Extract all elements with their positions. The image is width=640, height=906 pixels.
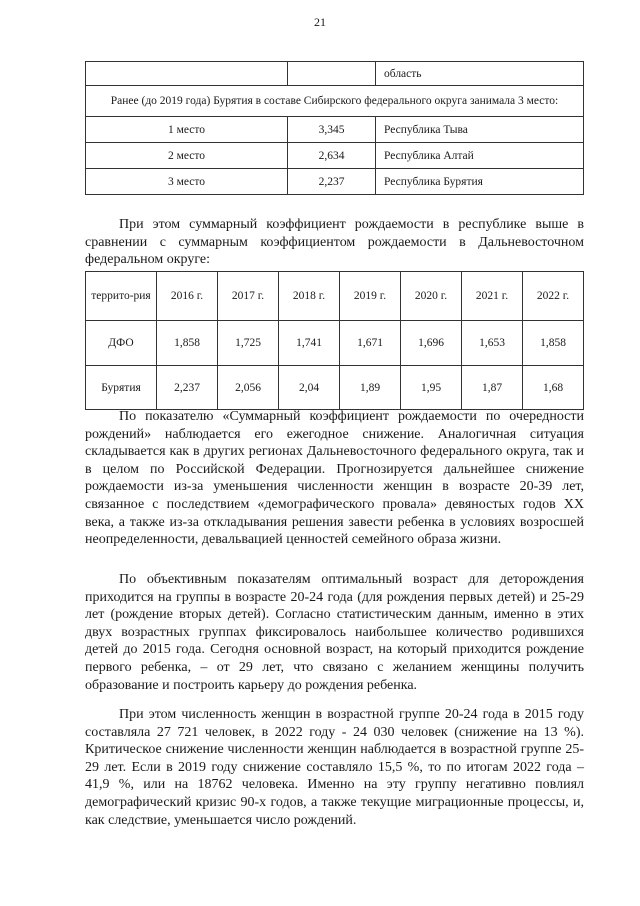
- rank-table: [85, 61, 584, 195]
- fertility-table: [85, 271, 584, 410]
- header-territory: террито-рия: [86, 272, 157, 321]
- header-year: 2018 г.: [279, 272, 340, 321]
- header-year: 2022 г.: [523, 272, 584, 321]
- rank-value: 2,634: [288, 143, 376, 169]
- header-year: 2019 г.: [340, 272, 401, 321]
- table-cell: 1,741: [279, 321, 340, 366]
- paragraph-1: При этом суммарный коэффициент рождаемости в республике выше в сравнении с суммарным коэффициентом рождаемости в Дальневосточном федеральном округе:: [85, 217, 584, 268]
- table-row: [86, 86, 584, 117]
- paragraph-3: По объективным показателям оптимальный возраст для деторождения приходится на группы в возрасте 20-24 года (для рождения первых детей) и 25-29 лет (рождение вторых детей). Согласно статистическим данным, именно в этих двух возрастных группах фиксировалось наибольшее количество родившихся детей до 2015 года. Сегодня основной возраст, на который приходится рождение первого ребенка, – от 29 лет, что связано с желанием женщины получить образование и построить карьеру до рождения ребенка.: [85, 572, 584, 693]
- table-cell: 2,04: [279, 366, 340, 410]
- table-cell: 1,89: [340, 366, 401, 410]
- header-year: 2016 г.: [157, 272, 218, 321]
- table-cell: 1,653: [462, 321, 523, 366]
- table-row: [86, 62, 584, 86]
- table-cell: 1,858: [523, 321, 584, 366]
- header-year: 2021 г.: [462, 272, 523, 321]
- row-name: Бурятия: [86, 366, 157, 410]
- rank-value: 3,345: [288, 117, 376, 143]
- table-row: [86, 321, 584, 366]
- table-row: [86, 143, 584, 169]
- table-cell: 1,671: [340, 321, 401, 366]
- page-number: 21: [314, 15, 326, 29]
- table-header-row: [86, 272, 584, 321]
- paragraph-2: По показателю «Суммарный коэффициент рождаемости по очередности рождений» наблюдается его ежегодное снижение. Аналогичная ситуация складывается как в других регионах Дальневосточного федерального округа, так и в целом по Российской Федерации. Прогнозируется дальнейшее снижение рождаемости из-за уменьшения численности женщин в возрасте 20-39 лет, связанное с последствием «демографического провала» девяностых годов XX века, а также из-за откладывания решения завести ребенка в условиях возросшей неопределенности, девальвацией ценностей семейного образа жизни.: [85, 409, 584, 548]
- header-year: 2020 г.: [401, 272, 462, 321]
- paragraph-4: При этом численность женщин в возрастной группе 20-24 года в 2015 году составляла 27 721 человек, в 2022 году - 24 030 человек (снижение на 13 %). Критическое снижение численности женщин наблюдается в возрастной группе 25-29 лет. Если в 2019 году снижение составляло 15,5 %, то по итогам 2022 года – 41,9 %, или на 18762 человека. Именно на эту группу негативно повлиял демографический кризис 90-х годов, а также текущие миграционные процессы, и, как следствие, уменьшается число рождений.: [85, 707, 584, 828]
- table-row: [86, 169, 584, 195]
- table-cell: [86, 62, 288, 86]
- rank-table-span-cell: Ранее (до 2019 года) Бурятия в составе Сибирского федерального округа занимала 3 место:: [86, 86, 584, 117]
- table-cell: 1,696: [401, 321, 462, 366]
- table-cell: 2,056: [218, 366, 279, 410]
- rank-region: Республика Алтай: [376, 143, 584, 169]
- table-cell: 1,87: [462, 366, 523, 410]
- rank-place: 3 место: [86, 169, 288, 195]
- table-cell: 2,237: [157, 366, 218, 410]
- table-row: [86, 366, 584, 410]
- rank-place: 1 место: [86, 117, 288, 143]
- table-cell: 1,95: [401, 366, 462, 410]
- table-cell: 1,858: [157, 321, 218, 366]
- table-cell: область: [376, 62, 584, 86]
- table-cell: [288, 62, 376, 86]
- rank-value: 2,237: [288, 169, 376, 195]
- table-cell: 1,725: [218, 321, 279, 366]
- rank-region: Республика Бурятия: [376, 169, 584, 195]
- rank-region: Республика Тыва: [376, 117, 584, 143]
- rank-place: 2 место: [86, 143, 288, 169]
- header-year: 2017 г.: [218, 272, 279, 321]
- table-row: [86, 117, 584, 143]
- row-name: ДФО: [86, 321, 157, 366]
- table-cell: 1,68: [523, 366, 584, 410]
